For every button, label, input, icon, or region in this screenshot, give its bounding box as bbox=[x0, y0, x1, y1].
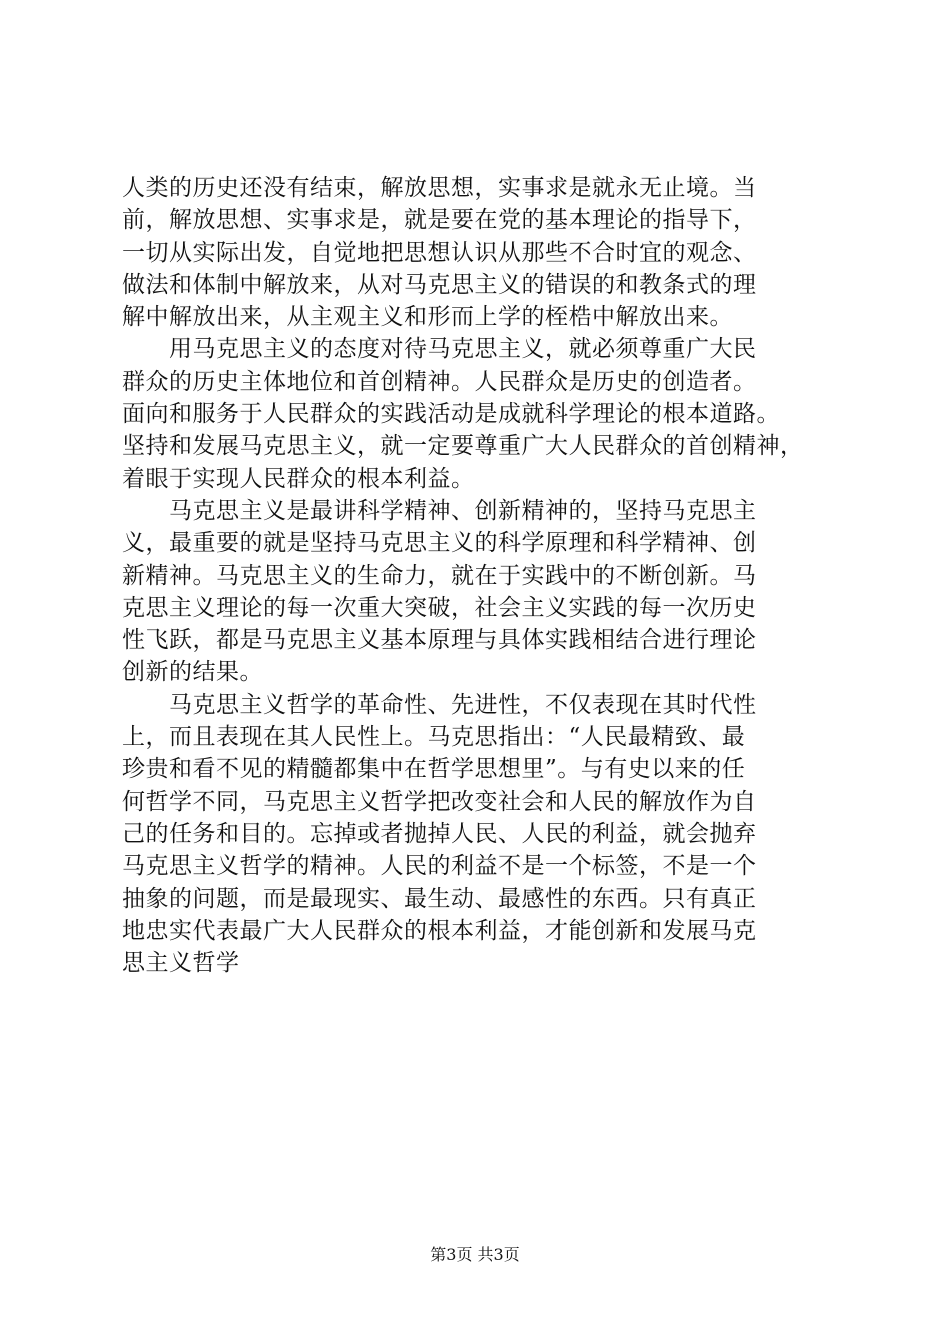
text-line: 前，解放思想、实事求是，就是要在党的基本理论的指导下， bbox=[122, 207, 757, 234]
text-line: 地忠实代表最广大人民群众的根本利益，才能创新和发展马克 bbox=[122, 917, 757, 944]
text-line: 着眼于实现人民群众的根本利益。 bbox=[122, 465, 475, 492]
text-line: 马克思主义哲学的革命性、先进性，不仅表现在其时代性 bbox=[122, 691, 757, 718]
text-line: 用马克思主义的态度对待马克思主义，就必须尊重广大民 bbox=[122, 336, 757, 363]
text-line: 己的任务和目的。忘掉或者抛掉人民、人民的利益，就会抛弃 bbox=[122, 820, 757, 847]
text-line: 义，最重要的就是坚持马克思主义的科学原理和科学精神、创 bbox=[122, 530, 757, 557]
text-line: 解中解放出来，从主观主义和形而上学的桎梏中解放出来。 bbox=[122, 304, 733, 331]
text-line: 新精神。马克思主义的生命力，就在于实践中的不断创新。马 bbox=[122, 562, 757, 589]
text-line: 人类的历史还没有结束，解放思想，实事求是就永无止境。当 bbox=[122, 175, 757, 201]
text-line: 马克思主义哲学的精神。人民的利益不是一个标签，不是一个 bbox=[122, 853, 757, 880]
text-line: 坚持和发展马克思主义，就一定要尊重广大人民群众的首创精神， bbox=[122, 433, 804, 460]
text-line: 做法和体制中解放来，从对马克思主义的错误的和教条式的理 bbox=[122, 271, 757, 298]
text-line: 性飞跃，都是马克思主义基本原理与具体实践相结合进行理论 bbox=[122, 627, 757, 654]
text-line: 珍贵和看不见的精髓都集中在哲学思想里”。与有史以来的任 bbox=[122, 756, 746, 783]
text-line: 马克思主义是最讲科学精神、创新精神的，坚持马克思主 bbox=[122, 497, 757, 524]
text-line: 群众的历史主体地位和首创精神。人民群众是历史的创造者。 bbox=[122, 368, 757, 395]
page-number-footer: 第3页 共3页 bbox=[430, 1245, 520, 1264]
text-line: 何哲学不同，马克思主义哲学把改变社会和人民的解放作为自 bbox=[122, 788, 757, 815]
body-text bbox=[122, 172, 832, 979]
text-line: 抽象的问题，而是最现实、最生动、最感性的东西。只有真正 bbox=[122, 885, 757, 912]
text-line: 克思主义理论的每一次重大突破，社会主义实践的每一次历史 bbox=[122, 594, 757, 621]
text-line: 创新的结果。 bbox=[122, 659, 263, 686]
text-line: 思主义哲学 bbox=[122, 950, 240, 977]
text-line: 一切从实际出发，自觉地把思想认识从那些不合时宜的观念、 bbox=[122, 239, 757, 266]
text-line: 上，而且表现在其人民性上。马克思指出：“人民最精致、最 bbox=[122, 724, 746, 751]
text-line: 面向和服务于人民群众的实践活动是成就科学理论的根本道路。 bbox=[122, 401, 780, 428]
